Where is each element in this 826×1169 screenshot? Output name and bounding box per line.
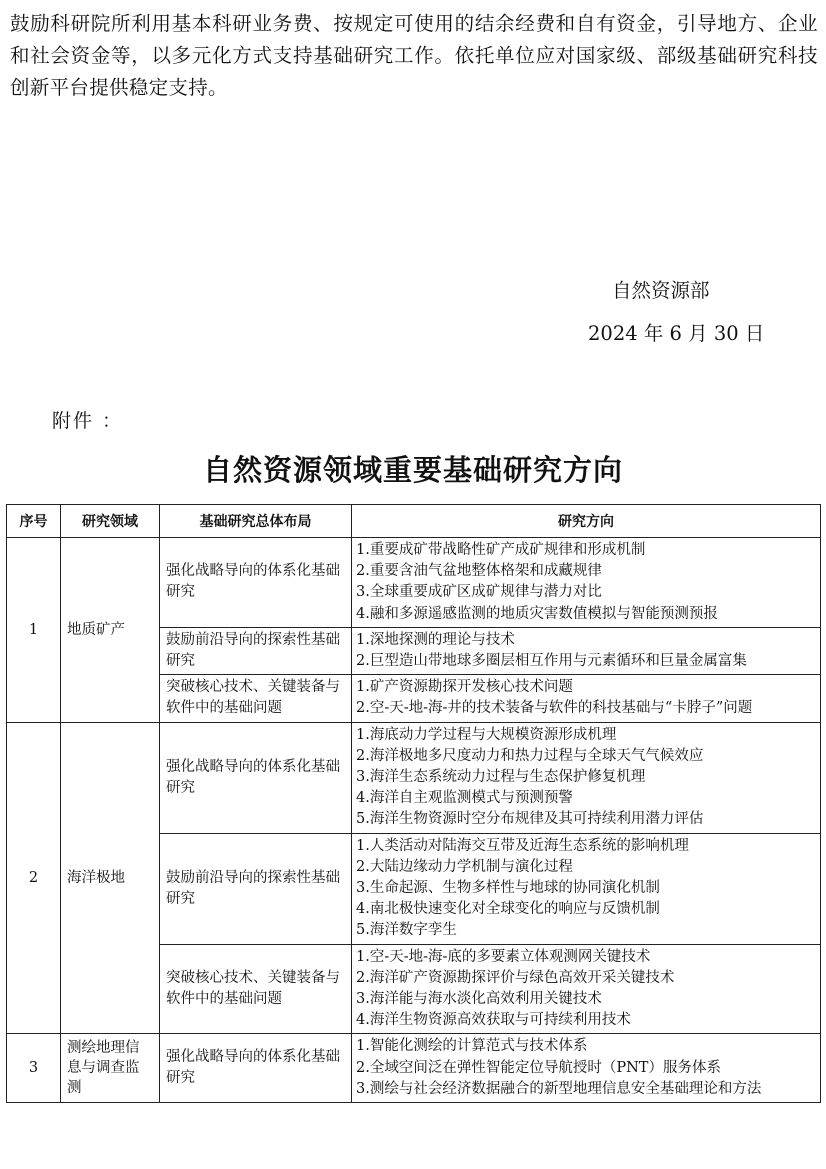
table-row <box>7 538 821 628</box>
direction-item: 2.全域空间泛在弹性智能定位导航授时（PNT）服务体系 <box>356 1059 721 1076</box>
signature-date: 2024 年 6 月 30 日 <box>588 322 765 345</box>
attachment-title: 自然资源领域重要基础研究方向 <box>202 453 623 487</box>
direction-item: 1.深地探测的理论与技术 <box>356 631 515 648</box>
direction-item: 2.巨型造山带地球多圈层相互作用与元素循环和巨量金属富集 <box>356 653 747 670</box>
cell-directions <box>352 538 821 628</box>
direction-item: 1.矿产资源勘探开发核心技术问题 <box>356 679 573 696</box>
direction-item: 3.测绘与社会经济数据融合的新型地理信息安全基础理论和方法 <box>356 1080 762 1097</box>
cell-seq: 2 <box>7 722 61 1034</box>
direction-item: 4.南北极快速变化对全球变化的响应与反馈机制 <box>356 901 660 918</box>
direction-item: 3.生命起源、生物多样性与地球的协同演化机制 <box>356 880 660 897</box>
direction-item: 3.全球重要成矿区成矿规律与潜力对比 <box>356 584 602 601</box>
table-body <box>7 538 821 1103</box>
cell-directions <box>352 675 821 722</box>
cell-layout: 鼓励前沿导向的探索性基础研究 <box>160 833 352 944</box>
table-row <box>7 722 821 833</box>
direction-item: 2.空-天-地-海-井的技术装备与软件的科技基础与“卡脖子”问题 <box>356 700 753 717</box>
signature-organization: 自然资源部 <box>612 279 710 302</box>
cell-field: 海洋极地 <box>61 722 160 1034</box>
header-directions: 研究方向 <box>352 505 821 538</box>
header-field: 研究领域 <box>61 505 160 538</box>
direction-item: 1.海底动力学过程与大规模资源形成机理 <box>356 726 617 743</box>
cell-directions <box>352 833 821 944</box>
table-row <box>7 1034 821 1103</box>
cell-seq: 1 <box>7 538 61 723</box>
direction-item: 3.海洋生态系统动力过程与生态保护修复机理 <box>356 769 646 786</box>
header-layout: 基础研究总体布局 <box>160 505 352 538</box>
direction-item: 2.海洋极地多尺度动力和热力过程与全球天气气候效应 <box>356 747 704 764</box>
direction-item: 2.海洋矿产资源勘探评价与绿色高效开采关键技术 <box>356 969 675 986</box>
table-header-row <box>7 505 821 538</box>
header-seq: 序号 <box>7 505 61 538</box>
direction-item: 4.海洋自主观监测模式与预测预警 <box>356 790 573 807</box>
direction-item: 2.大陆边缘动力学机制与演化过程 <box>356 858 573 875</box>
cell-directions <box>352 1034 821 1103</box>
direction-item: 3.海洋能与海水淡化高效利用关键技术 <box>356 991 602 1008</box>
cell-seq: 3 <box>7 1034 61 1103</box>
cell-layout: 强化战略导向的体系化基础研究 <box>160 1034 352 1103</box>
cell-field: 测绘地理信息与调查监测 <box>61 1034 160 1103</box>
cell-layout: 强化战略导向的体系化基础研究 <box>160 722 352 833</box>
direction-item: 1.空-天-地-海-底的多要素立体观测网关键技术 <box>356 948 651 965</box>
body-paragraph: 鼓励科研院所利用基本科研业务费、按规定可使用的结余经费和自有资金，引导地方、企业和社会资金等，以多元化方式支持基础研究工作。依托单位应对国家级、部级基础研究科技创新平台提供稳定支持。 <box>10 12 818 99</box>
direction-item: 2.重要含油气盆地整体格架和成藏规律 <box>356 563 602 580</box>
direction-item: 1.智能化测绘的计算范式与技术体系 <box>356 1038 588 1055</box>
cell-directions <box>352 627 821 674</box>
cell-layout: 突破核心技术、关键装备与软件中的基础问题 <box>160 944 352 1034</box>
cell-layout: 突破核心技术、关键装备与软件中的基础问题 <box>160 675 352 722</box>
direction-item: 1.重要成矿带战略性矿产成矿规律和形成机制 <box>356 542 646 558</box>
cell-directions <box>352 722 821 833</box>
attachment-label: 附件 ： <box>52 410 124 432</box>
cell-layout: 鼓励前沿导向的探索性基础研究 <box>160 627 352 674</box>
research-directions-table <box>6 504 821 1103</box>
cell-directions <box>352 944 821 1034</box>
direction-item: 4.融和多源遥感监测的地质灾害数值模拟与智能预测预报 <box>356 605 718 622</box>
direction-item: 5.海洋生物资源时空分布规律及其可持续利用潜力评估 <box>356 811 704 828</box>
direction-item: 4.海洋生物资源高效获取与可持续利用技术 <box>356 1012 631 1029</box>
cell-field: 地质矿产 <box>61 538 160 723</box>
direction-item: 5.海洋数字孪生 <box>356 922 457 939</box>
direction-item: 1.人类活动对陆海交互带及近海生态系统的影响机理 <box>356 837 689 854</box>
cell-layout: 强化战略导向的体系化基础研究 <box>160 538 352 628</box>
